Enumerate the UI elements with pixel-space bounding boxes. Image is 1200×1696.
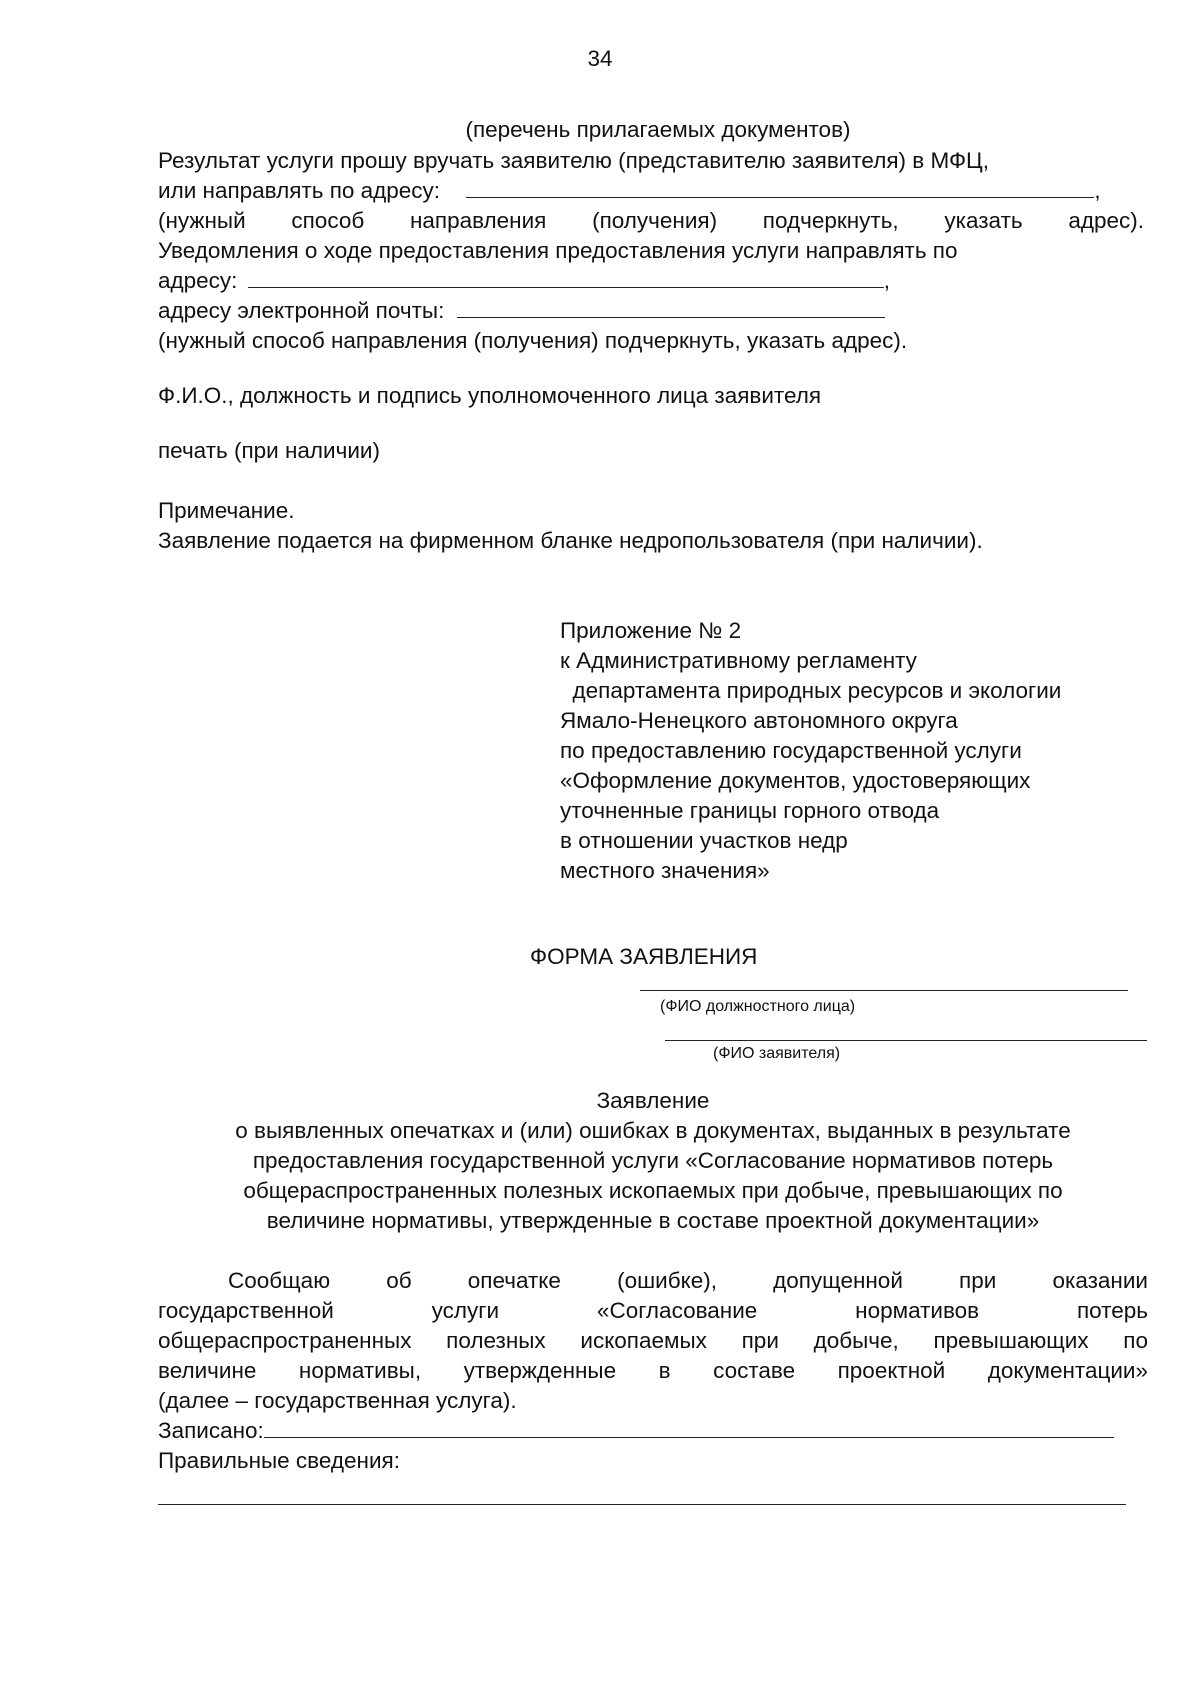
body-line: государственной услуги «Согласование нормативов потерь	[158, 1298, 1148, 1323]
stamp-label: печать (при наличии)	[158, 438, 380, 463]
email-line	[158, 296, 885, 326]
method-note-1: (нужный способ направления (получения) подчеркнуть, указать адрес).	[158, 208, 1144, 233]
result-address-label: или направлять по адресу:	[158, 178, 441, 203]
appendix-line: к Административному регламенту	[560, 648, 917, 673]
official-name-field[interactable]	[640, 990, 1128, 991]
attached-docs-caption: (перечень прилагаемых документов)	[465, 117, 851, 142]
statement-subtitle-line: общераспространенных полезных ископаемых при добыче, превышающих по	[243, 1178, 1063, 1203]
appendix-line: Ямало-Ненецкого автономного округа	[560, 708, 958, 733]
statement-subtitle-line: предоставления государственной услуги «Согласование нормативов потерь	[252, 1148, 1054, 1173]
applicant-caption: (ФИО заявителя)	[713, 1045, 841, 1062]
notify-address-field[interactable]	[248, 269, 884, 288]
correct-info-field[interactable]	[158, 1504, 1126, 1505]
body-line: общераспространенных полезных ископаемых при добыче, превышающих по	[158, 1328, 1148, 1353]
statement-subtitle-line: о выявленных опечатках и (или) ошибках в документах, выданных в результате	[235, 1118, 1071, 1143]
body-last-line: (далее – государственная услуга).	[158, 1388, 517, 1413]
notify-address-label: адресу:	[158, 268, 238, 293]
appendix-line: местного значения»	[560, 858, 770, 883]
signature-label: Ф.И.О., должность и подпись уполномоченного лица заявителя	[158, 383, 822, 408]
applicant-name-field[interactable]	[665, 1040, 1147, 1041]
body-line: величине нормативы, утвержденные в составе проектной документации»	[158, 1358, 1148, 1383]
appendix-line: уточненные границы горного отвода	[560, 798, 940, 823]
note-text: Заявление подается на фирменном бланке недропользователя (при наличии).	[158, 528, 983, 553]
email-label: адресу электронной почты:	[158, 298, 445, 323]
statement-title: Заявление	[596, 1088, 710, 1113]
statement-subtitle-line: величине нормативы, утвержденные в составе проектной документации»	[266, 1208, 1040, 1233]
written-label: Записано:	[158, 1418, 264, 1443]
written-line	[158, 1416, 1114, 1446]
note-title: Примечание.	[158, 498, 295, 523]
page-number: 34	[587, 46, 613, 71]
correct-label: Правильные сведения:	[158, 1448, 400, 1473]
appendix-line: департамента природных ресурсов и экологии	[560, 678, 1062, 703]
appendix-line: по предоставлению государственной услуги	[560, 738, 1022, 763]
notify-address-comma: ,	[883, 268, 890, 293]
appendix-line: в отношении участков недр	[560, 828, 848, 853]
official-caption: (ФИО должностного лица)	[660, 998, 856, 1015]
appendix-line: Приложение № 2	[560, 618, 742, 643]
result-address-comma: ,	[1094, 178, 1101, 203]
result-line-1: Результат услуги прошу вручать заявителю (представителю заявителя) в МФЦ,	[158, 148, 989, 173]
notify-line-2	[158, 266, 890, 296]
appendix-line: «Оформление документов, удостоверяющих	[560, 768, 1031, 793]
email-field[interactable]	[457, 299, 885, 318]
written-field[interactable]	[264, 1419, 1114, 1438]
method-note-2: (нужный способ направления (получения) подчеркнуть, указать адрес).	[158, 328, 908, 353]
form-heading: ФОРМА ЗАЯВЛЕНИЯ	[530, 944, 758, 969]
result-line-2	[158, 176, 1101, 206]
body-line: Сообщаю об опечатке (ошибке), допущенной при оказании	[228, 1268, 1148, 1293]
notify-line-1: Уведомления о ходе предоставления предоставления услуги направлять по	[158, 238, 958, 263]
result-address-field[interactable]	[466, 179, 1094, 198]
